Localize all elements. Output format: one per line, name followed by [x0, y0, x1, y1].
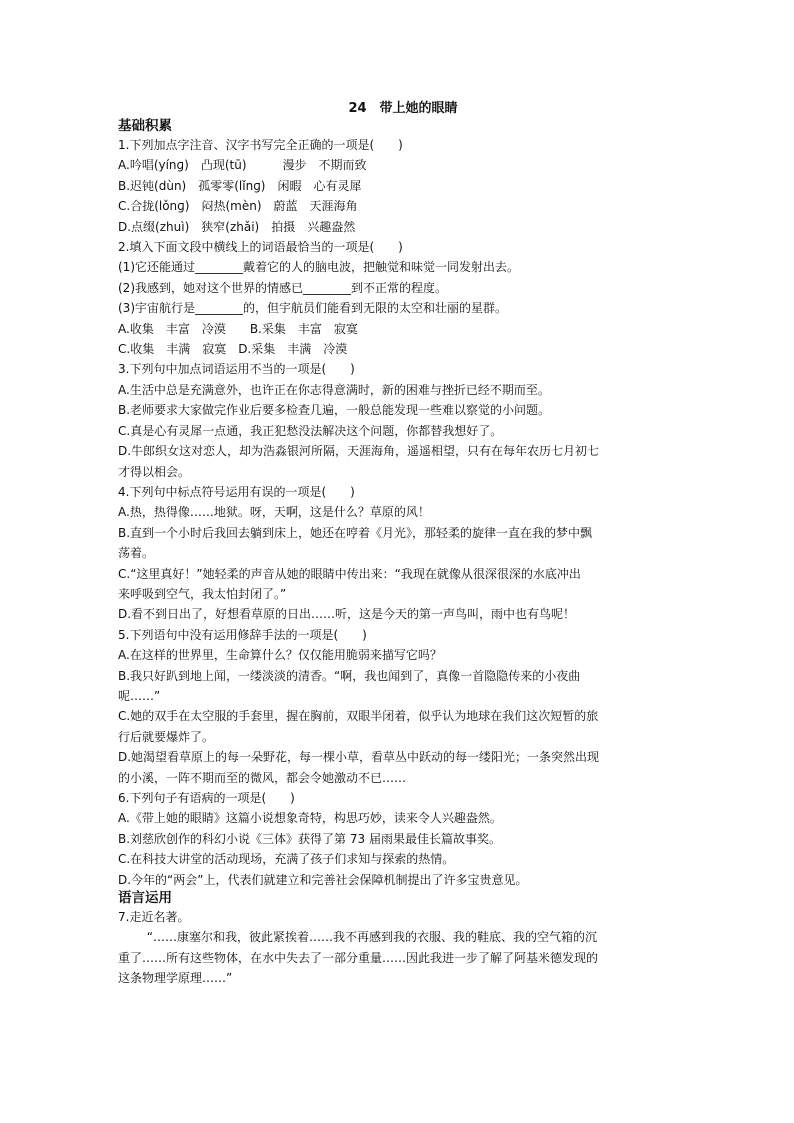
section-heading-basic: 基础积累	[118, 118, 172, 134]
question-4-stem: 4.下列句中标点符号运用有误的一项是( )	[118, 484, 355, 499]
question-4-option-a: A.热，热得像……地狱。呀，天啊，这是什么？草原的风！	[118, 505, 430, 520]
question-3-option-a: A.生活中总是充满意外，也许正在你志得意满时，新的困难与挫折已经不期而至。	[118, 382, 550, 397]
question-5-option-d-line-1: D.她渴望看草原上的每一朵野花，每一棵小草，看草丛中跃动的每一缕阳光；一条突然出现	[118, 750, 600, 765]
question-5-option-c-line-1: C.她的双手在太空服的手套里，握在胸前，双眼半闭着，似乎认为地球在我们这次短暂的旅	[118, 709, 599, 724]
question-4-option-b-line-1: B.直到一个小时后我回去躺到床上，她还在哼着《月光》，那轻柔的旋律一直在我的梦中飘	[118, 525, 593, 540]
question-4-option-b-line-2: 荡着。	[118, 546, 155, 561]
question-7-passage-line-3: 这条物理学原理……”	[118, 971, 233, 986]
question-1-option-d: D.点缀(zhuì) 狭窄(zhǎi) 拍摄 兴趣盎然	[118, 219, 356, 234]
question-6-option-d: D.今年的“两会”上，代表们就建立和完善社会保障机制提出了许多宝贵意见。	[118, 872, 528, 887]
question-1-stem: 1.下列加点字注音、汉字书写完全正确的一项是( )	[118, 138, 403, 152]
question-2-sentence-2: (2)我感到，她对这个世界的情感已________到不正常的程度。	[118, 280, 448, 295]
question-7-passage-line-1: “……康塞尔和我，彼此紧挨着……我不再感到我的衣服、我的鞋底、我的空气箱的沉	[146, 930, 598, 945]
question-2-sentence-1: (1)它还能通过________戴着它的人的脑电波，把触觉和味觉一同发射出去。	[118, 260, 520, 275]
question-4-option-d: D.看不到日出了，好想看草原的日出……听，这是今天的第一声鸟叫，雨中也有鸟呢！	[118, 607, 576, 622]
question-5-option-b-line-2: 呢……”	[118, 688, 161, 703]
question-1-option-c: C.合拢(lǒnɡ) 闷热(mèn) 蔚蓝 天涯海角	[118, 199, 358, 214]
question-3-option-d-line-1: D.牛郎织女这对恋人，却为浩淼银河所隔，天涯海角，遥遥相望，只有在每年农历七月初七	[118, 444, 600, 459]
question-1-option-b: B.迟钝(dùn) 孤零零(lǐnɡ) 闲暇 心有灵犀	[118, 178, 362, 193]
question-2-sentence-3: (3)宇宙航行是________的，但宇航员们能看到无限的太空和壮丽的星群。	[118, 301, 508, 316]
question-6-stem: 6.下列句子有语病的一项是( )	[118, 791, 295, 805]
question-2-options-ab: A.收集 丰富 冷漠 B.采集 丰富 寂寞	[118, 321, 358, 336]
worksheet-page	[118, 101, 678, 989]
question-3-option-b: B.老师要求大家做完作业后要多检查几遍，一般总能发现一些难以察觉的小问题。	[118, 403, 551, 418]
question-6-option-c: C.在科技大讲堂的活动现场，充满了孩子们求知与探索的热情。	[118, 852, 455, 867]
question-7-stem: 7.走近名著。	[118, 910, 190, 925]
question-1-option-a: A.吟唱(yínɡ) 凸现(tū) 漫步 不期而致	[118, 158, 367, 173]
question-3-option-c: C.真是心有灵犀一点通，我正犯愁没法解决这个问题，你都替我想好了。	[118, 423, 503, 438]
question-4-option-c-line-2: 来呼吸到空气，我太怕封闭了。”	[118, 586, 287, 601]
question-5-stem: 5.下列语句中没有运用修辞手法的一项是( )	[118, 627, 367, 642]
question-2-options-cd: C.收集 丰满 寂寞 D.采集 丰满 冷漠	[118, 342, 348, 357]
section-heading-language: 语言运用	[118, 890, 172, 907]
question-5-option-a: A.在这样的世界里，生命算什么？仅仅能用脆弱来描写它吗？	[118, 648, 442, 663]
question-5-option-c-line-2: 行后就要爆炸了。	[118, 729, 215, 744]
question-5-option-b-line-1: B.我只好趴到地上闻，一缕淡淡的清香。“啊，我也闻到了，真像一首隐隐传来的小夜曲	[118, 668, 581, 683]
question-2-stem: 2.填入下面文段中横线上的词语最恰当的一项是( )	[118, 240, 403, 255]
question-7-passage-line-2: 重了……所有这些物体，在水中失去了一部分重量……因此我进一步了解了阿基米德发现的	[118, 950, 599, 965]
page-title: 24 带上她的眼睛	[348, 101, 458, 116]
question-6-option-b: B.刘慈欣创作的科幻小说《三体》获得了第 73 届雨果最佳长篇故事奖。	[118, 831, 501, 846]
question-5-option-d-line-2: 的小溪，一阵不期而至的微风，都会令她激动不已……	[118, 770, 407, 785]
question-4-option-c-line-1: C.“这里真好！”她轻柔的声音从她的眼睛中传出来：“我现在就像从很深很深的水底冲出	[118, 566, 581, 581]
question-3-option-d-line-2: 才得以相会。	[118, 464, 191, 479]
question-3-stem: 3.下列句中加点词语运用不当的一项是( )	[118, 362, 355, 377]
question-6-option-a: A.《带上她的眼睛》这篇小说想象奇特，构思巧妙，读来令人兴趣盎然。	[118, 811, 502, 826]
